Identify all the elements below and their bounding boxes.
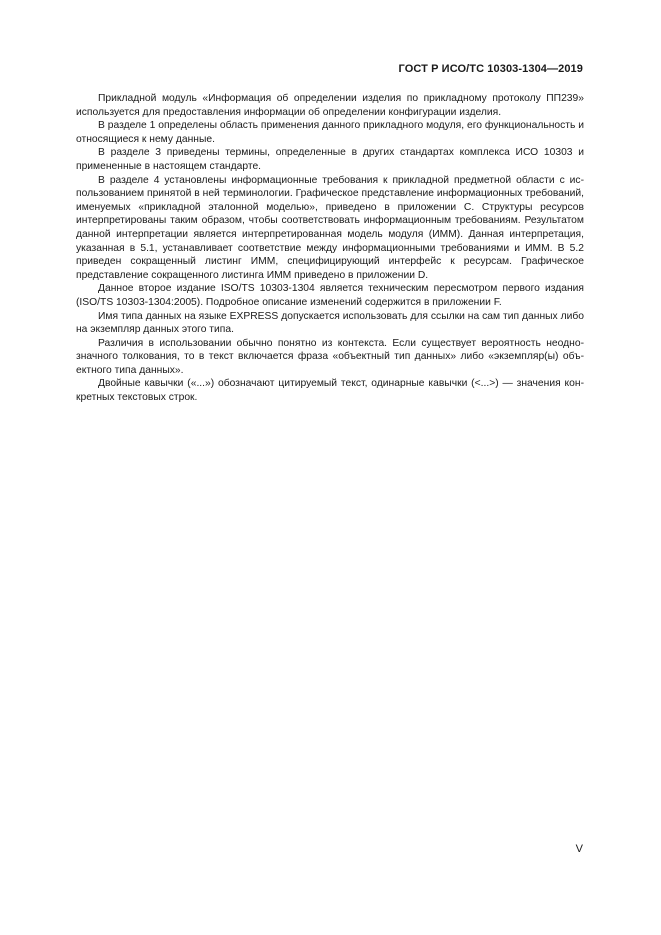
paragraph-7: Различия в использовании обычно понятно из контекста. Если существует вероятность неоднозначного толкования, то в текст включается фраза «объектный тип данных» либо «экземпляр(ы) объектного типа данных». xyxy=(76,337,584,376)
paragraph-2: В разделе 1 определены область применения данного прикладного модуля, его функциональность и относящиеся к нему данные. xyxy=(76,120,584,145)
paragraph-6: Имя типа данных на языке EXPRESS допускается использовать для ссылки на сам тип данных либо на экземпляр данных этого типа. xyxy=(76,310,584,336)
paragraph-5: Данное второе издание ISO/TS 10303-1304 является техническим пересмотром первого издания (ISO/TS 10303-1304:2005). Подробное описание изменений содержится в приложении F. xyxy=(76,283,584,308)
paragraph-4: В разделе 4 установлены информационные требования к прикладной предметной области с использованием принятой в ней терминологии. Графическое представление информационных требований, именуемых «прикладной эталонной моделью», приведено в приложении С. Структуры ресурсов интерпретированы таким образом, чтобы соответствовать информационным требованиям. Результатом данной интерпретации является интерпретированная модель модуля (ИММ). Данная интерпретация, указанная в 5.1, устанавливает соответствие между информационными требованиями и ИММ. В 5.2 приведен сокращенный листинг ИММ, специфицирующий интерфейс к ресурсам. Графическое представление сокращенного листинга ИММ приведено в приложении D. xyxy=(76,174,584,281)
page-number: V xyxy=(575,843,583,855)
paragraph-3: В разделе 3 приведены термины, определенные в других стандартах комплекса ИСО 10303 и примененные в настоящем стандарте. xyxy=(76,147,584,172)
paragraph-1: Прикладной модуль «Информация об определении изделия по прикладному протоколу ПП239» используется для предоставления информации об определении конфигурации изделия. xyxy=(76,93,584,118)
paragraph-8: Двойные кавычки («...») обозначают цитируемый текст, одинарные кавычки (<...>) — значения конкретных текстовых строк. xyxy=(76,378,584,404)
introduction-body xyxy=(76,92,584,405)
document-code-header: ГОСТ Р ИСО/ТС 10303-1304—2019 xyxy=(398,63,583,75)
